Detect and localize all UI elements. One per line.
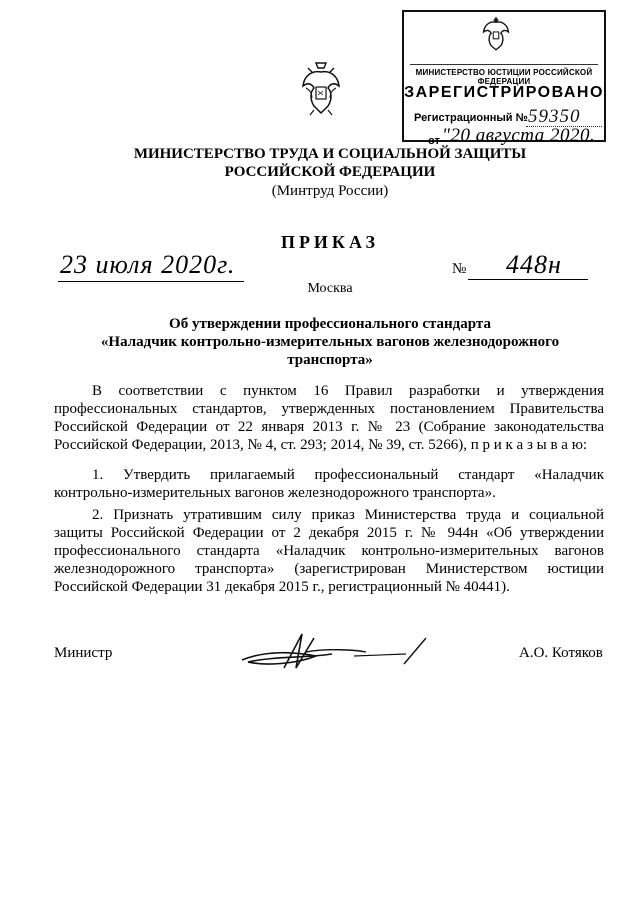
subject-line3: транспорта» <box>287 352 373 368</box>
stamp-ministry-name: МИНИСТЕРСТВО ЮСТИЦИИ РОССИЙСКОЙ ФЕДЕРАЦИИ <box>415 68 593 86</box>
order-item-1: 1. Утвердить прилагаемый профессиональный стандарт «Наладчик контрольно-измерительных вагонов железнодорожного транспорта». <box>54 467 604 501</box>
stamp-date-label: от <box>428 135 440 147</box>
stamp-status: ЗАРЕГИСТРИРОВАНО <box>404 84 604 101</box>
stamp-reg-number-label: Регистрационный № <box>414 112 528 124</box>
order-number-underline <box>468 279 588 280</box>
coat-of-arms-icon <box>481 14 511 54</box>
order-item-2: 2. Признать утратившим силу приказ Министерства труда и социальной защиты Российской Федерации от 2 декабря 2015 г. № 944н «Об утверждении профессионального стандарта «Наладчик контрольно-измерительных вагонов железнодорожного транспорта» (зарегистрирован Министерством юстиции Российской Федерации 31 декабря 2015 г., регистрационный № 40441). <box>54 507 604 595</box>
ministry-name-line2: РОССИЙСКОЙ ФЕДЕРАЦИИ <box>224 164 436 180</box>
signer-title: Министр <box>54 645 113 661</box>
intro-paragraph: В соответствии с пунктом 16 Правил разработки и утверждения профессиональных стандартов, утвержденных постановлением Правительства Российской Федерации от 22 января 2013 г. № 23 (Собрание законодательства Российской Федерации, 2013, № 4, ст. 293; 2014, № 39, ст. 5266), п р и к а з ы в а ю: <box>54 383 604 453</box>
stamp-divider <box>410 64 598 65</box>
subject-line1: Об утверждении профессионального стандарта <box>169 316 491 332</box>
handwritten-signature <box>236 628 432 676</box>
city-name: Москва <box>307 281 353 296</box>
subject-line2: «Наладчик контрольно-измерительных вагонов железнодорожного <box>100 334 560 350</box>
order-date-handwritten: 23 июля 2020г. <box>60 250 236 279</box>
order-number-handwritten: 448н <box>506 250 562 279</box>
coat-of-arms-icon <box>300 60 342 118</box>
stamp-date-value: "20 августа 2020. <box>442 125 596 146</box>
document-type-title: ПРИКАЗ <box>280 232 380 252</box>
order-number-label: № <box>452 261 467 277</box>
signer-name: А.О. Котяков <box>519 645 603 661</box>
stamp-reg-number-value: 59350 <box>528 106 581 127</box>
ministry-short-name: (Минтруд России) <box>271 183 389 199</box>
ministry-name-line1: МИНИСТЕРСТВО ТРУДА И СОЦИАЛЬНОЙ ЗАЩИТЫ <box>133 146 527 162</box>
